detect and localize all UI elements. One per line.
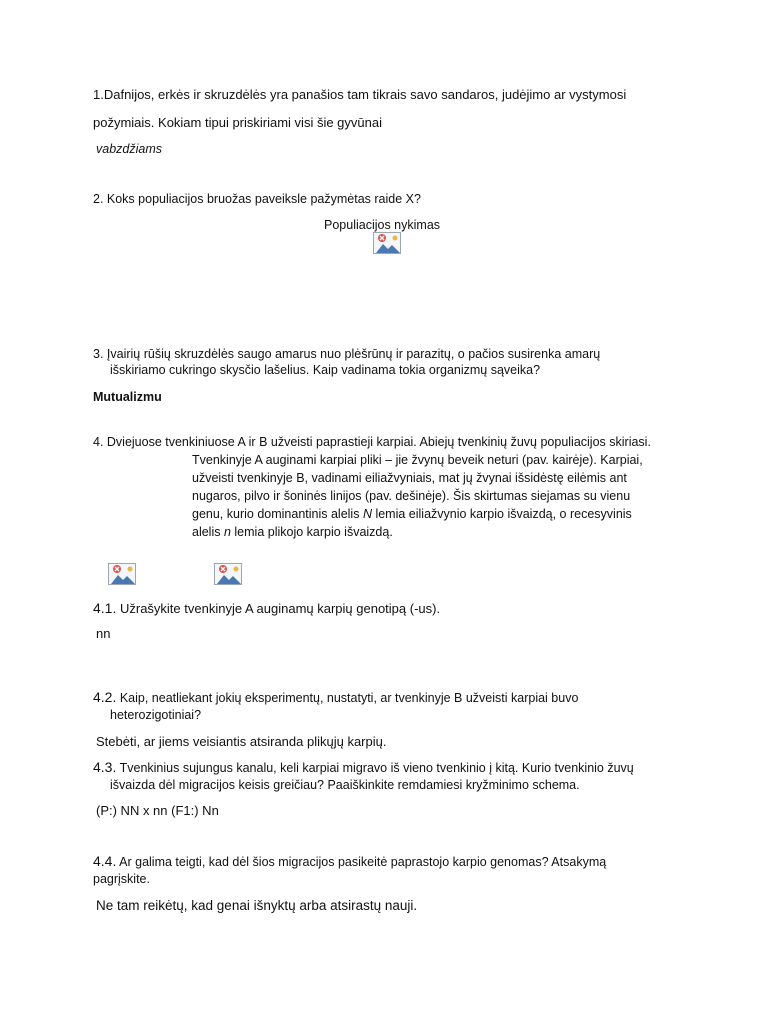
q1-answer: vabzdžiams bbox=[96, 142, 162, 156]
broken-image-icon bbox=[108, 563, 136, 585]
q4-line4: nugaros, pilvo ir šoninės linijos (pav. dešinėje). Šis skirtumas siejamas su vienu bbox=[192, 489, 631, 503]
q2-question: 2. Koks populiacijos bruožas paveiksle pažymėtas raide X? bbox=[93, 192, 421, 206]
q3-line2: išskiriamo cukringo skysčio lašelius. Kaip vadinama tokia organizmų sąveika? bbox=[110, 363, 541, 377]
q43-line1: 4.3. Tvenkinius sujungus kanalu, keli karpiai migravo iš vieno tvenkinio į kitą. Kurio tvenkinio žuvų bbox=[93, 759, 634, 775]
q2-answer: Populiacijos nykimas bbox=[324, 218, 441, 232]
q4-line5: genu, kurio dominantinis alelis N lemia eiliažvynio karpio išvaizdą, o recesyvinis bbox=[192, 507, 632, 521]
q1-line2: požymiais. Kokiam tipui priskiriami visi šie gyvūnai bbox=[93, 115, 382, 130]
q43-answer: (P:) NN x nn (F1:) Nn bbox=[96, 803, 219, 818]
q44-line2: pagrįskite. bbox=[93, 872, 150, 886]
q41-answer: nn bbox=[96, 626, 111, 641]
broken-image-icon bbox=[373, 232, 401, 254]
q1-line1: 1.Dafnijos, erkės ir skruzdėlės yra panašios tam tikrais savo sandaros, judėjimo ar vystymosi bbox=[93, 87, 627, 102]
q44-line1: 4.4. Ar galima teigti, kad dėl šios migracijos pasikeitė paprastojo karpio genomas? Atsakymą bbox=[93, 853, 607, 869]
q3-line1: 3. Įvairių rūšių skruzdėlės saugo amarus nuo plėšrūnų ir parazitų, o pačios susirenka amarų bbox=[93, 347, 601, 361]
q4-line3: užveisti tvenkinyje B, vadinami eiliažvyniais, mat jų žvynai išsidėstę eilėmis ant bbox=[192, 471, 627, 485]
q3-answer: Mutualizmu bbox=[93, 390, 162, 404]
q41-question: 4.1. Užrašykite tvenkinyje A auginamų karpių genotipą (-us). bbox=[93, 600, 441, 616]
q42-line1: 4.2. Kaip, neatliekant jokių eksperimentų, nustatyti, ar tvenkinyje B užveisti karpiai buvo bbox=[93, 689, 579, 705]
q42-answer: Stebėti, ar jiems veisiantis atsiranda plikųjų karpių. bbox=[96, 734, 387, 749]
q43-line2: išvaizda dėl migracijos keisis greičiau? Paaiškinkite remdamiesi kryžminimo schema. bbox=[110, 778, 580, 792]
q4-line1: 4. Dviejuose tvenkiniuose A ir B užveisti paprastieji karpiai. Abiejų tvenkinių žuvų populiacijos skiriasi. bbox=[93, 435, 651, 449]
q4-line2: Tvenkinyje A auginami karpiai pliki – jie žvynų beveik neturi (pav. kairėje). Karpiai, bbox=[192, 453, 643, 467]
q44-answer: Ne tam reikėtų, kad genai išnyktų arba atsirastų nauji. bbox=[96, 898, 418, 913]
q42-line2: heterozigotiniai? bbox=[110, 708, 202, 722]
q4-line6: alelis n lemia plikojo karpio išvaizdą. bbox=[192, 525, 393, 539]
broken-image-icon bbox=[214, 563, 242, 585]
